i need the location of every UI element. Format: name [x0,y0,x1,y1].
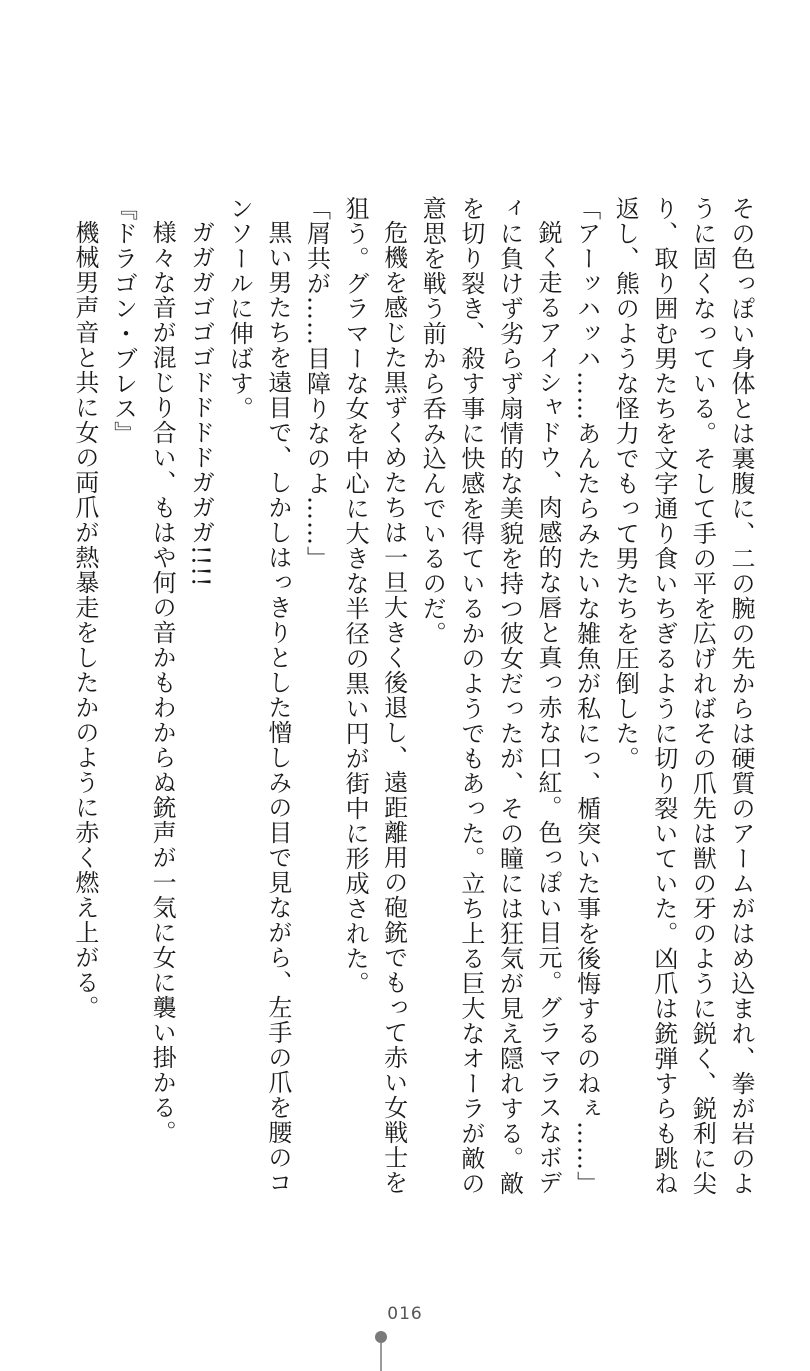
paragraph: 危機を感じた黒ずくめたちは一旦大きく後退し、遠距離用の砲銃でもって赤い女戦士を狙う。グラマーな女を中心に大きな半径の黒い円が街中に形成された。 [341,196,408,1195]
paragraph: 様々な音が混じり合い、もはや何の音かもわからぬ銃声が一気に女に襲い掛かる。 [148,220,177,1145]
body-text [65,196,760,1196]
sound-effect: ガガガゴゴゴドドドドガガガ!!!! [186,220,215,588]
paragraph: 黒い男たちを遠目で、しかしはっきりとした憎しみの目で見ながら、左手の爪を腰のコンソールに伸ばす。 [225,196,292,1195]
page-marker-line [380,1343,382,1371]
dialogue-line: 「アーッハッハ……あんたらみたいな雑魚が私にっ、楯突いた事を後悔するのねぇ……」 [572,196,601,1196]
paragraph: 機械男声音と共に女の両爪が熱暴走をしたかのように赤く燃え上がる。 [70,220,99,1020]
page-marker-dot [375,1331,387,1343]
machine-voice-line: 『ドラゴン・ブレス』 [109,196,138,446]
dialogue-line: 「屑共が……目障りなのよ……」 [302,196,331,571]
page-number: 016 [387,1304,423,1324]
paragraph: その色っぽい身体とは裏腹に、二の腕の先からは硬質のアームがはめ込まれ、拳が岩のように固くなっている。そして手の平を広げればその爪先は獣の牙のように鋭く、鋭利に尖り、取り囲む男たちを文字通り食いちぎるように切り裂いていた。凶爪は銃弾すらも跳ね返し、熊のような怪力でもって男たちを圧倒した。 [611,196,755,1196]
paragraph: 鋭く走るアイシャドウ、肉感的な唇と真っ赤な口紅。色っぽい目元。グラマラスなボディに負けず劣らず扇情的な美貌を持つ彼女だったが、その瞳には狂気が見え隠れする。敵を切り裂き、殺す事に快感を得ているかのようでもあった。立ち上る巨大なオーラが敵の意思を戦う前から呑み込んでいるのだ。 [418,196,563,1196]
